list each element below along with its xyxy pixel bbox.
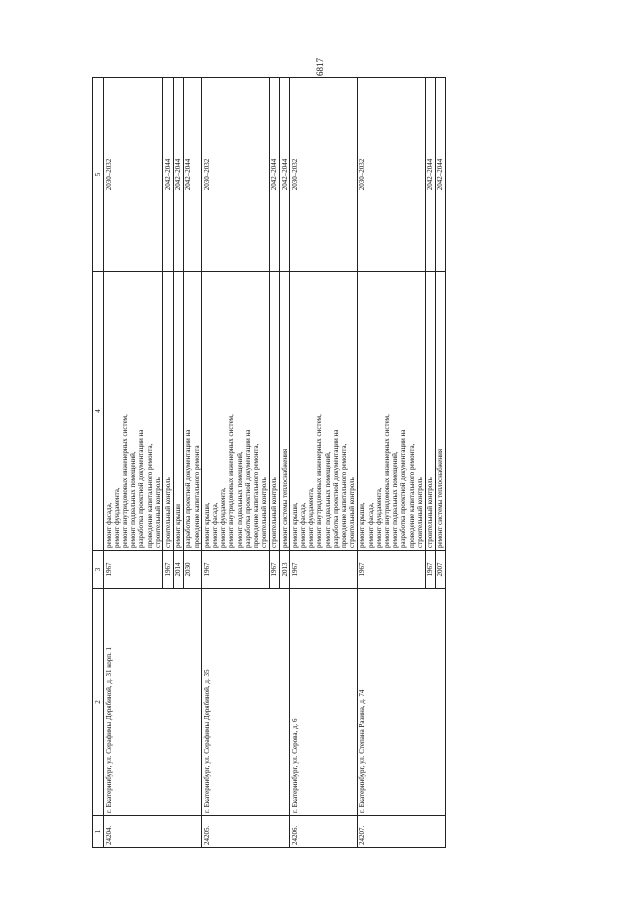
year-cell: 1967 (357, 551, 425, 589)
work-line: строительный контроль (348, 477, 357, 548)
rotated-table-wrapper (92, 78, 590, 848)
entry-address: г. Екатеринбург, ул. Серафимы Дерябиной, д. 35 (202, 589, 290, 816)
period-cell: 2030–2032 (290, 78, 358, 272)
works-cell (290, 272, 358, 551)
work-line: ремонт фундамента, (112, 487, 121, 548)
work-line: разработка проектной документации на (243, 429, 252, 548)
works-cell (173, 272, 183, 551)
work-line: ремонт подвальных помещений, (129, 451, 138, 548)
work-line: строительный контроль (153, 477, 162, 548)
work-line: строительный контроль (426, 477, 435, 548)
period-cell: 2030–2032 (202, 78, 270, 272)
table-row (357, 78, 425, 848)
year-cell: 1967 (425, 551, 435, 589)
works-cell (280, 272, 290, 551)
work-line: ремонт подвальных помещений, (323, 451, 332, 548)
work-line: разработка проектной документации на (184, 429, 193, 548)
table-row (104, 78, 163, 848)
work-line: ремонт крыши (174, 504, 183, 548)
work-line: ремонт фасада, (298, 502, 307, 548)
work-line: проведение капитального ремонта, (251, 443, 260, 548)
column-header-5: 5 (93, 78, 104, 272)
year-cell: 2014 (173, 551, 183, 589)
column-header-4: 4 (93, 272, 104, 551)
table-row (202, 78, 270, 848)
work-line: ремонт внутридомовых инженерных систем, (383, 414, 391, 548)
work-line: разработка проектной документации на (399, 429, 408, 548)
period-cell: 2042–2044 (280, 78, 290, 272)
period-cell: 2042–2044 (163, 78, 173, 272)
works-cell (183, 272, 201, 551)
work-line: ремонт внутридомовых инженерных систем, (227, 414, 236, 548)
period-cell: 2042–2044 (173, 78, 183, 272)
work-line: ремонт крыши, (358, 502, 367, 548)
entry-number: 24207. (357, 816, 445, 848)
year-cell: 2007 (435, 551, 445, 589)
year-cell: 1967 (104, 551, 163, 589)
work-line: ремонт фасада, (366, 502, 375, 548)
work-line: ремонт крыши, (290, 502, 299, 548)
year-cell: 1967 (163, 551, 173, 589)
entry-address: г. Екатеринбург, ул. Серова, д. 6 (290, 589, 358, 816)
work-line: ремонт фасада, (210, 502, 219, 548)
work-line: проведение капитального ремонта, (407, 443, 416, 548)
work-line: строительный контроль (163, 477, 172, 548)
entry-number: 24206. (290, 816, 358, 848)
work-line: ремонт крыши, (202, 502, 211, 548)
work-line: проведение капитального ремонта, (339, 443, 348, 548)
work-line: ремонт системы теплоснабжения (280, 448, 289, 548)
works-cell (425, 272, 435, 551)
work-line: разработка проектной документации на (137, 429, 146, 548)
work-line: ремонт системы теплоснабжения (436, 448, 445, 548)
work-line: строительный контроль (270, 477, 279, 548)
table-row (290, 78, 358, 848)
period-cell: 2042–2044 (435, 78, 445, 272)
column-number-row (93, 78, 104, 848)
work-line: проведение капитального ремонта (192, 445, 201, 548)
work-line: ремонт внутридомовых инженерных систем, (120, 414, 129, 548)
entry-number: 24205. (202, 816, 290, 848)
work-line: ремонт фундамента, (307, 487, 316, 548)
entry-address: г. Екатеринбург, ул. Серафимы Дерябиной, д. 31 корп. 1 (104, 589, 202, 816)
period-cell: 2030–2032 (357, 78, 425, 272)
column-header-1: 1 (93, 816, 104, 848)
work-line: проведение капитального ремонта, (145, 443, 154, 548)
period-cell: 2042–2044 (425, 78, 435, 272)
works-cell (269, 272, 279, 551)
year-cell: 2030 (183, 551, 201, 589)
entry-address: г. Екатеринбург, ул. Степана Разина, д. 74 (357, 589, 445, 816)
page-number: 6817 (315, 58, 325, 76)
work-line: ремонт фасада, (104, 502, 113, 548)
column-header-3: 3 (93, 551, 104, 589)
period-cell: 2030–2032 (104, 78, 163, 272)
year-cell: 1967 (269, 551, 279, 589)
year-cell: 1967 (290, 551, 358, 589)
entry-number: 24204. (104, 816, 202, 848)
work-line: ремонт внутридомовых инженерных систем, (315, 414, 324, 548)
work-line: разработка проектной документации на (331, 429, 340, 548)
table-body (104, 78, 446, 848)
work-line: строительный контроль (260, 477, 269, 548)
works-cell (435, 272, 445, 551)
works-cell (357, 272, 425, 551)
column-header-2: 2 (93, 589, 104, 816)
work-line: ремонт фундамента, (219, 487, 228, 548)
works-cell (163, 272, 173, 551)
work-line: ремонт подвальных помещений, (391, 451, 400, 548)
year-cell: 2013 (280, 551, 290, 589)
period-cell: 2042–2044 (183, 78, 201, 272)
work-line: строительный контроль (415, 477, 424, 548)
works-cell (104, 272, 163, 551)
capital-repair-table (92, 77, 446, 848)
works-cell (202, 272, 270, 551)
work-line: ремонт подвальных помещений, (235, 451, 244, 548)
year-cell: 1967 (202, 551, 270, 589)
work-line: ремонт фундамента, (374, 487, 383, 548)
period-cell: 2042–2044 (269, 78, 279, 272)
